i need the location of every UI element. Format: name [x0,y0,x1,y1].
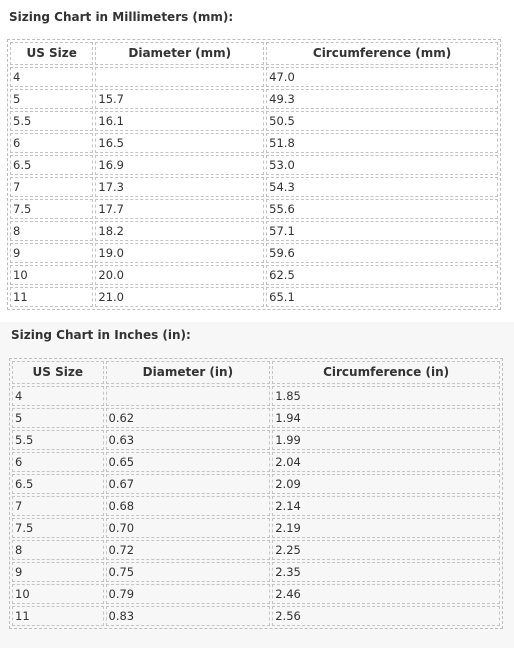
cell-diameter: 0.75 [106,562,271,582]
mm-chart-heading: Sizing Chart in Millimeters (mm): [9,10,234,24]
cell-us-size: 5.5 [10,111,93,131]
cell-diameter: 17.7 [95,199,264,219]
table-row [10,265,498,285]
table-row [10,243,498,263]
cell-circumference: 1.85 [272,386,500,406]
cell-us-size: 10 [10,265,93,285]
in-table-body [12,386,500,626]
cell-us-size: 5 [12,408,104,428]
cell-diameter: 0.70 [106,518,271,538]
column-header-diameter: Diameter (in) [106,361,271,384]
cell-circumference: 1.94 [272,408,500,428]
cell-diameter: 0.72 [106,540,271,560]
cell-diameter: 15.7 [95,89,264,109]
cell-diameter: 0.67 [106,474,271,494]
cell-circumference: 2.25 [272,540,500,560]
cell-circumference: 51.8 [266,133,498,153]
column-header-circumference: Circumference (in) [272,361,500,384]
cell-us-size: 4 [12,386,104,406]
table-row [10,67,498,87]
cell-circumference: 1.99 [272,430,500,450]
cell-circumference: 2.14 [272,496,500,516]
table-header-row [10,42,498,65]
cell-circumference: 49.3 [266,89,498,109]
cell-circumference: 50.5 [266,111,498,131]
cell-circumference: 2.35 [272,562,500,582]
table-row [10,133,498,153]
mm-table-body [10,67,498,307]
cell-circumference: 2.19 [272,518,500,538]
mm-size-table [7,39,501,310]
cell-circumference: 65.1 [266,287,498,307]
table-row [12,474,500,494]
cell-circumference: 2.04 [272,452,500,472]
cell-us-size: 6 [12,452,104,472]
cell-circumference: 2.46 [272,584,500,604]
cell-diameter: 16.5 [95,133,264,153]
cell-diameter: 19.0 [95,243,264,263]
table-row [12,452,500,472]
cell-us-size: 5.5 [12,430,104,450]
column-header-diameter: Diameter (mm) [95,42,264,65]
cell-us-size: 8 [12,540,104,560]
cell-circumference: 54.3 [266,177,498,197]
table-row [12,518,500,538]
cell-circumference: 2.09 [272,474,500,494]
in-size-table [9,358,503,629]
cell-us-size: 7.5 [12,518,104,538]
cell-circumference: 62.5 [266,265,498,285]
in-chart-section [0,322,514,648]
table-row [10,111,498,131]
cell-us-size: 8 [10,221,93,241]
cell-us-size: 6 [10,133,93,153]
cell-circumference: 2.56 [272,606,500,626]
cell-diameter: 0.68 [106,496,271,516]
cell-us-size: 9 [10,243,93,263]
cell-diameter [106,386,271,406]
mm-chart-section [0,0,514,322]
cell-us-size: 5 [10,89,93,109]
table-row [12,540,500,560]
cell-us-size: 7 [10,177,93,197]
column-header-us-size: US Size [12,361,104,384]
cell-diameter: 21.0 [95,287,264,307]
table-row [12,562,500,582]
cell-circumference: 57.1 [266,221,498,241]
cell-us-size: 6.5 [12,474,104,494]
table-row [10,177,498,197]
cell-diameter: 16.1 [95,111,264,131]
cell-diameter: 0.65 [106,452,271,472]
cell-us-size: 11 [10,287,93,307]
table-row [12,606,500,626]
column-header-circumference: Circumference (mm) [266,42,498,65]
cell-us-size: 7.5 [10,199,93,219]
cell-us-size: 6.5 [10,155,93,175]
cell-diameter: 0.79 [106,584,271,604]
table-row [12,430,500,450]
table-row [10,221,498,241]
cell-circumference: 59.6 [266,243,498,263]
cell-us-size: 9 [12,562,104,582]
cell-diameter: 20.0 [95,265,264,285]
table-row [10,89,498,109]
cell-diameter: 18.2 [95,221,264,241]
table-row [12,408,500,428]
table-header-row [12,361,500,384]
table-row [12,584,500,604]
table-row [12,386,500,406]
cell-circumference: 47.0 [266,67,498,87]
cell-us-size: 11 [12,606,104,626]
cell-diameter: 0.62 [106,408,271,428]
cell-diameter: 17.3 [95,177,264,197]
cell-diameter: 0.63 [106,430,271,450]
cell-us-size: 7 [12,496,104,516]
cell-diameter: 0.83 [106,606,271,626]
in-chart-heading: Sizing Chart in Inches (in): [11,328,191,342]
cell-circumference: 55.6 [266,199,498,219]
cell-diameter: 16.9 [95,155,264,175]
cell-us-size: 4 [10,67,93,87]
table-row [10,199,498,219]
column-header-us-size: US Size [10,42,93,65]
table-row [10,155,498,175]
cell-circumference: 53.0 [266,155,498,175]
cell-diameter [95,67,264,87]
table-row [10,287,498,307]
table-row [12,496,500,516]
cell-us-size: 10 [12,584,104,604]
